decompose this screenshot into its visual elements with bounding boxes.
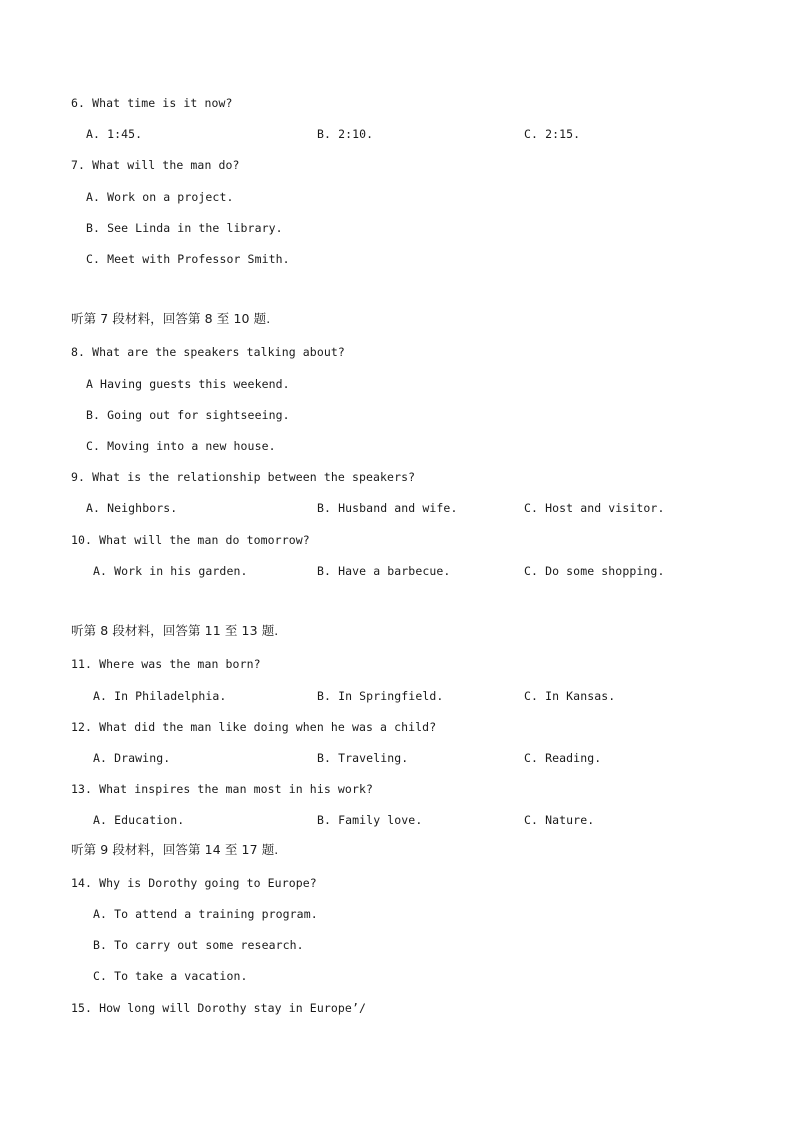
question-7: 7. What will the man do? [71, 158, 240, 172]
q6-option-c: C. 2:15. [524, 127, 581, 141]
q12-option-a: A. Drawing. [93, 751, 171, 765]
q8-option-c: C. Moving into a new house. [86, 439, 276, 453]
q7-option-a: A. Work on a project. [86, 190, 234, 204]
section-heading-9: 听第 9 段材料，回答第 14 至 17 题. [71, 842, 279, 857]
q12-option-b: B. Traveling. [317, 751, 409, 765]
question-9: 9. What is the relationship between the speakers? [71, 470, 416, 484]
q13-option-b: B. Family love. [317, 813, 423, 827]
q11-option-c: C. In Kansas. [524, 689, 616, 703]
question-14: 14. Why is Dorothy going to Europe? [71, 876, 317, 890]
question-10: 10. What will the man do tomorrow? [71, 533, 310, 547]
q9-option-b: B. Husband and wife. [317, 501, 458, 515]
q7-option-c: C. Meet with Professor Smith. [86, 252, 290, 266]
q7-option-b: B. See Linda in the library. [86, 221, 283, 235]
question-6: 6. What time is it now? [71, 96, 233, 110]
q10-option-a: A. Work in his garden. [93, 564, 248, 578]
question-12: 12. What did the man like doing when he was a child? [71, 720, 437, 734]
q8-option-b: B. Going out for sightseeing. [86, 408, 290, 422]
q14-option-c: C. To take a vacation. [93, 969, 248, 983]
section-heading-8: 听第 8 段材料，回答第 11 至 13 题. [71, 623, 279, 638]
q10-option-c: C. Do some shopping. [524, 564, 665, 578]
q10-option-b: B. Have a barbecue. [317, 564, 451, 578]
q14-option-a: A. To attend a training program. [93, 907, 318, 921]
q14-option-b: B. To carry out some research. [93, 938, 304, 952]
q8-option-a: A Having guests this weekend. [86, 377, 290, 391]
q9-option-a: A. Neighbors. [86, 501, 178, 515]
q13-option-c: C. Nature. [524, 813, 595, 827]
q13-option-a: A. Education. [93, 813, 185, 827]
question-11: 11. Where was the man born? [71, 657, 261, 671]
q6-option-a: A. 1:45. [86, 127, 143, 141]
q12-option-c: C. Reading. [524, 751, 602, 765]
question-15: 15. How long will Dorothy stay in Europe’/ [71, 1001, 366, 1015]
q6-option-b: B. 2:10. [317, 127, 374, 141]
question-8: 8. What are the speakers talking about? [71, 345, 345, 359]
question-13: 13. What inspires the man most in his work? [71, 782, 374, 796]
q9-option-c: C. Host and visitor. [524, 501, 665, 515]
q11-option-b: B. In Springfield. [317, 689, 444, 703]
q11-option-a: A. In Philadelphia. [93, 689, 227, 703]
section-heading-7: 听第 7 段材料，回答第 8 至 10 题. [71, 311, 271, 326]
